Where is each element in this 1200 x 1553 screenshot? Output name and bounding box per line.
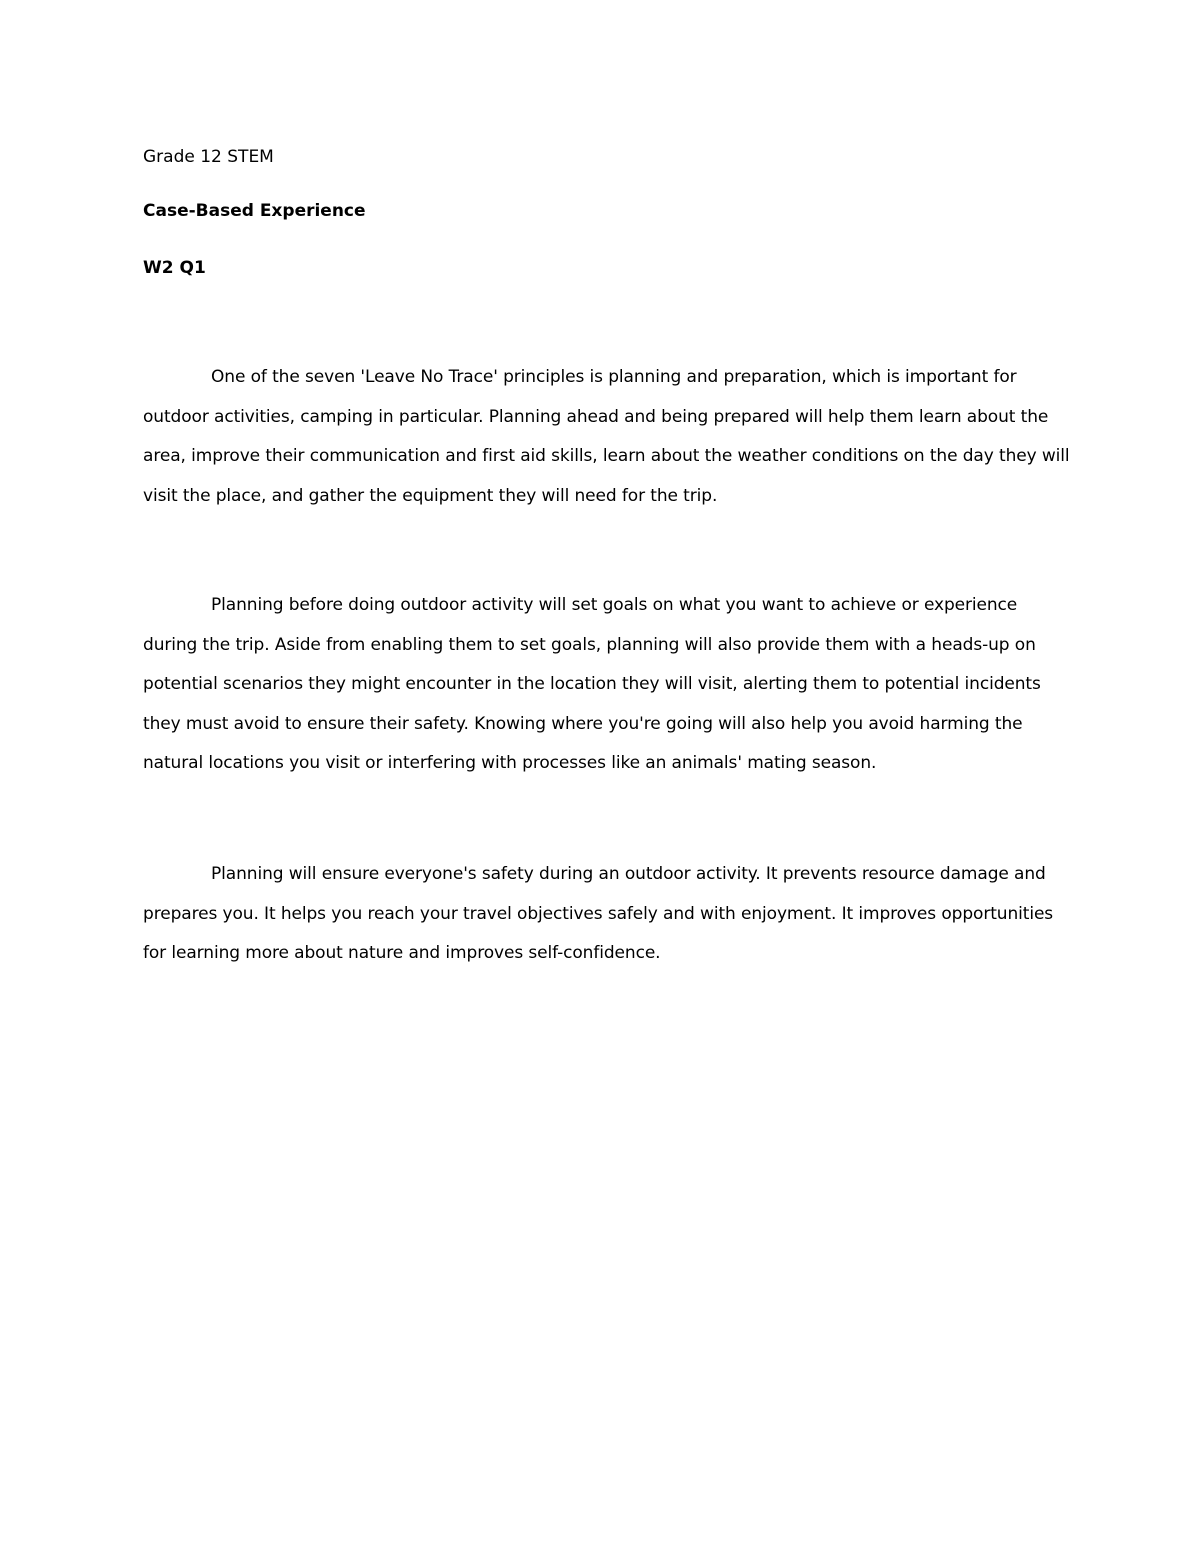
paragraph-2: Planning before doing outdoor activity will set goals on what you want to achieve or experience during the trip. Aside from enabling them to set goals, planning will also provide them with a heads-up on potential scenarios they might encounter in the location they will visit, alerting them to potential incidents they must avoid to ensure their safety. Knowing where you're going will also help you avoid harming the natural locations you visit or interfering with processes like an animals' mating season. <box>143 595 1041 773</box>
grade-label: Grade 12 STEM <box>143 147 274 167</box>
paragraph-3: Planning will ensure everyone's safety during an outdoor activity. It prevents resource damage and prepares you. It helps you reach your travel objectives safely and with enjoyment. It improves opportunities for learning more about nature and improves self-confidence. <box>143 864 1054 963</box>
paragraph-1: One of the seven 'Leave No Trace' principles is planning and preparation, which is important for outdoor activities, camping in particular. Planning ahead and being prepared will help them learn about the area, improve their communication and first aid skills, learn about the weather conditions on the day they will visit the place, and gather the equipment they will need for the trip. <box>143 367 1070 506</box>
question-code: W2 Q1 <box>143 258 206 278</box>
document-title: Case-Based Experience <box>143 201 366 221</box>
